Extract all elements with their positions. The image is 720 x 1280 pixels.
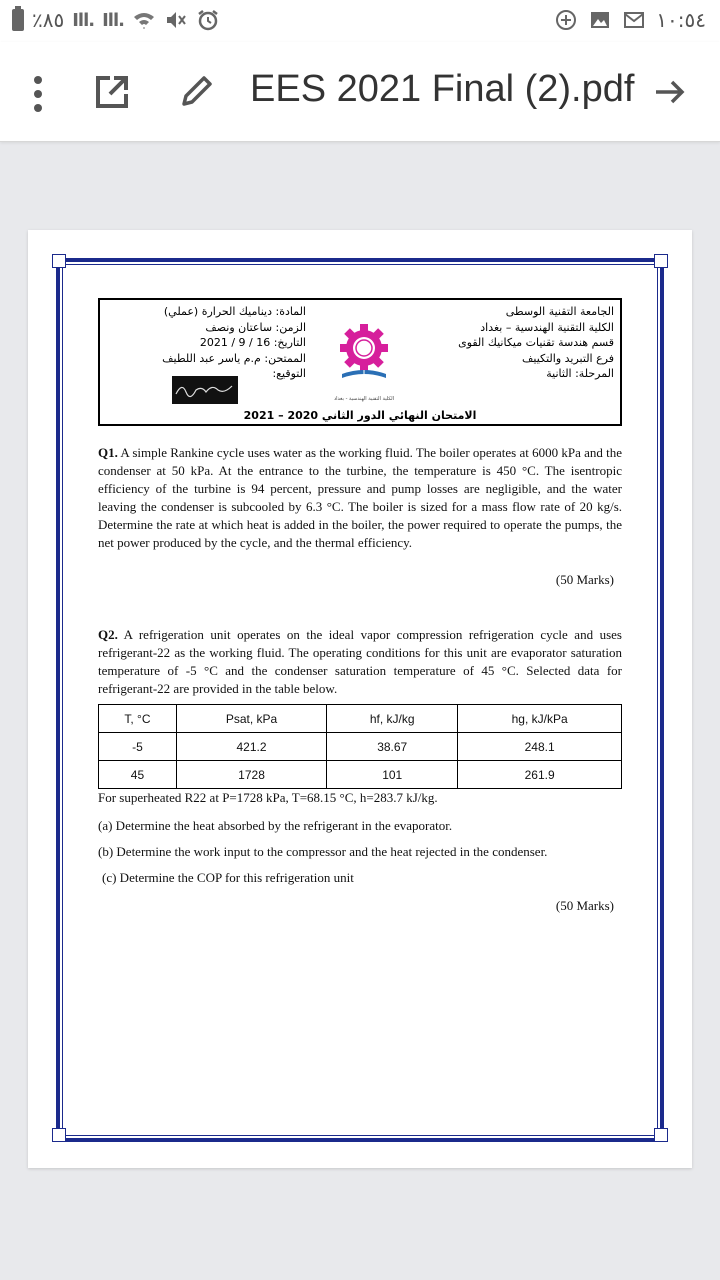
clock: ١٠:٥٤ [656,8,706,32]
exam-info [106,304,306,382]
superheated-note: For superheated R22 at P=1728 kPa, T=68.15 °C, h=283.7 kJ/kg. [98,790,438,805]
border-corner [52,254,66,268]
table-header: Psat, kPa [176,705,326,733]
document-title: EES 2021 Final (2).pdf [250,68,635,110]
table-cell: 45 [99,761,177,789]
table-cell: 261.9 [458,761,622,789]
table-cell: 421.2 [176,733,326,761]
image-icon [588,8,612,32]
question-2 [98,626,622,698]
table-cell: -5 [99,733,177,761]
wifi-icon [132,8,156,32]
table-header: T, °C [99,705,177,733]
examiner: الممتحن: م.م ياسر عبد اللطيف [162,351,306,365]
border-corner [654,254,668,268]
table-cell: 1728 [176,761,326,789]
signature-image [172,376,238,404]
q1-text: A simple Rankine cycle uses water as the working fluid. The boiler operates at 6000 kPa and the condenser at 50 kPa. At the entrance to the turbine, the temperature is 450 °C. The isentropic efficiency of the turbine is 94 percent, pressure and pump losses are negligible, and the water leaving the condenser is subcooled by 6.3 °C. The boiler is sized for a mass flow rate of 20 kg/s. Determine the rate at which heat is added in the boiler, the power required to operate the pumps, the net power produced by the cycle, and the thermal efficiency. [98,445,622,550]
exam-header [98,298,622,426]
college-name: الكلية التقنية الهندسية – بغداد [480,320,614,334]
table-row [99,761,622,789]
duration: الزمن: ساعتان ونصف [205,320,306,334]
open-in-new-icon[interactable] [92,72,132,112]
department-name: قسم هندسة تقنيات ميكانيك القوى [458,336,614,349]
border-corner [52,1128,66,1142]
pdf-page [28,230,692,1168]
status-right [554,8,706,32]
q2-part-c: (c) Determine the COP for this refrigeration unit [102,870,354,885]
gmail-icon [622,8,646,32]
q1-label: Q1. [98,445,118,460]
mute-icon [164,8,188,32]
q2-text: A refrigeration unit operates on the ideal vapor compression refrigeration cycle and uses refrigerant-22 as the working fluid. The operating conditions for this unit are evaporator saturation temperature of -5 °C and the condenser saturation temperature of 45 °C. Selected data for refrigerant-22 are provided in the table below. [98,627,622,696]
status-bar [0,0,720,42]
university-name: الجامعة التقنية الوسطى [505,305,614,318]
table-cell: 248.1 [458,733,622,761]
table-header: hg, kJ/kPa [458,705,622,733]
q2-marks: (50 Marks) [555,898,614,913]
alarm-icon [196,8,220,32]
exam-title: الامتحان النهائي الدور الثاني 2020 – 2021 [243,409,477,422]
status-left [12,8,220,32]
table-header: hf, kJ/kg [327,705,458,733]
subject: المادة: ديناميك الحرارة (عملي) [163,305,306,318]
logo-caption: الكلية التقنية الهندسية - بغداد [333,396,395,402]
exam-date: التاريخ: 16 / 9 / 2021 [199,336,306,349]
app-bar [0,42,720,142]
institution-info [444,304,614,382]
add-circle-icon [554,8,578,32]
signal-icon-2: Ill. [102,9,124,31]
arrow-forward-icon[interactable] [650,72,690,112]
college-logo-icon [324,316,404,394]
border-corner [654,1128,668,1142]
q2-part-a: (a) Determine the heat absorbed by the refrigerant in the evaporator. [98,818,453,833]
table-cell: 38.67 [327,733,458,761]
edit-pencil-icon[interactable] [176,72,216,112]
r22-data-table [98,704,622,789]
signature-label: التوقيع: [272,367,306,380]
battery-level: ٪٨٥ [32,8,65,32]
q2-label: Q2. [98,627,118,642]
more-vert-icon[interactable] [24,72,52,116]
q2-part-b: (b) Determine the work input to the compressor and the heat rejected in the condenser. [98,844,548,859]
battery-icon [12,9,24,31]
question-1 [98,444,622,552]
table-header-row [99,705,622,733]
signal-icon: Ill. [72,9,95,31]
table-row [99,733,622,761]
q1-marks: (50 Marks) [555,572,614,587]
stage: المرحلة: الثانية [546,367,614,380]
branch-name: فرع التبريد والتكييف [522,351,614,365]
table-cell: 101 [327,761,458,789]
